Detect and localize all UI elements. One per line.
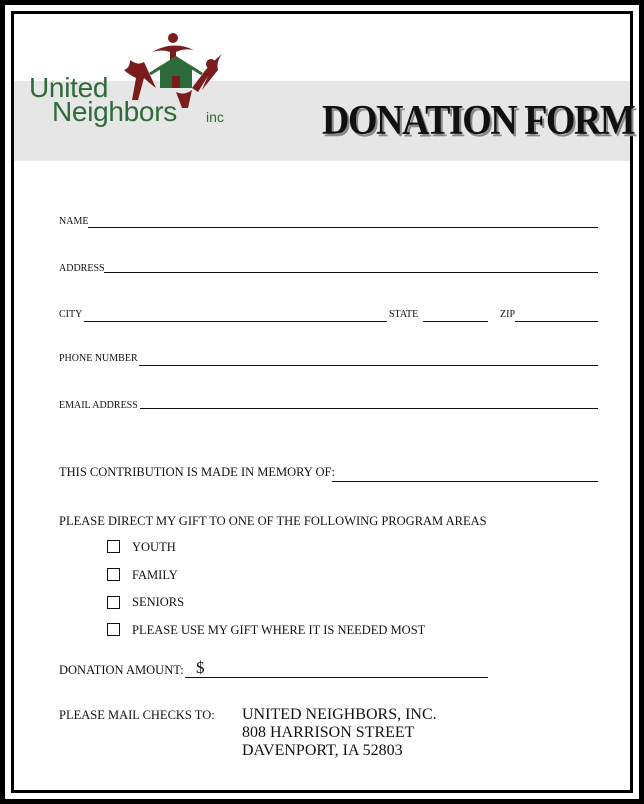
memory-label: THIS CONTRIBUTION IS MADE IN MEMORY OF:: [59, 465, 335, 479]
youth-checkbox[interactable]: [107, 540, 120, 553]
logo-text-united: United: [29, 72, 109, 103]
donation-amount-label: DONATION AMOUNT:: [59, 663, 184, 677]
address-label: ADDRESS: [59, 263, 105, 274]
name-label: NAME: [59, 216, 89, 227]
logo-text-inc: inc: [206, 109, 224, 125]
city-label: CITY: [59, 309, 83, 320]
needed-most-option-label: PLEASE USE MY GIFT WHERE IT IS NEEDED MOST: [132, 623, 426, 637]
zip-field[interactable]: [515, 321, 598, 322]
logo-text-neighbors: Neighbors: [52, 96, 177, 127]
family-checkbox[interactable]: [107, 568, 120, 581]
phone-label: PHONE NUMBER: [59, 353, 138, 364]
mail-address-line3: DAVENPORT, IA 52803: [242, 742, 403, 759]
needed-most-checkbox[interactable]: [107, 623, 120, 636]
name-field[interactable]: [88, 227, 598, 228]
program-prompt: PLEASE DIRECT MY GIFT TO ONE OF THE FOLLOWING PROGRAM AREAS: [59, 514, 487, 528]
mail-address-line1: UNITED NEIGHBORS, INC.: [242, 706, 437, 723]
zip-label: ZIP: [500, 309, 515, 320]
email-label: EMAIL ADDRESS: [59, 400, 138, 411]
state-field[interactable]: [423, 321, 488, 322]
email-field[interactable]: [140, 408, 598, 409]
address-field[interactable]: [104, 272, 598, 273]
mail-label: PLEASE MAIL CHECKS TO:: [59, 708, 215, 722]
phone-field[interactable]: [139, 365, 598, 366]
youth-option-label: YOUTH: [132, 540, 176, 554]
seniors-checkbox[interactable]: [107, 596, 120, 609]
state-label: STATE: [389, 309, 419, 320]
seniors-option-label: SENIORS: [132, 595, 185, 609]
dollar-sign: $: [196, 658, 205, 677]
family-option-label: FAMILY: [132, 568, 178, 582]
organization-logo: [26, 30, 236, 135]
mail-address-line2: 808 HARRISON STREET: [242, 724, 415, 741]
page-title: DONATION FORM: [322, 97, 635, 145]
memory-field[interactable]: [332, 481, 598, 482]
city-field[interactable]: [84, 321, 387, 322]
donation-amount-field[interactable]: [185, 677, 488, 678]
